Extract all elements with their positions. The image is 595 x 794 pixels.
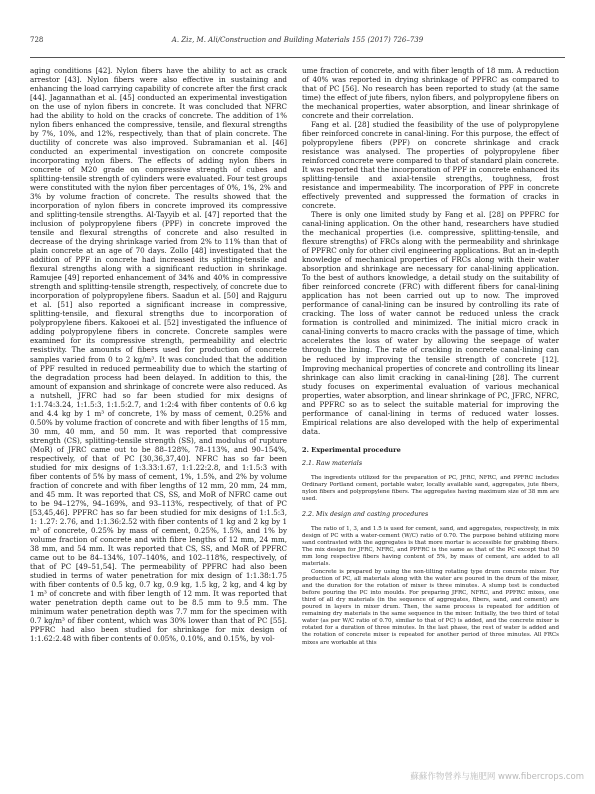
right-paragraph-3: There is only one limited study by Fang et al. [28] on PPFRC for canal-lining application. On the other hand, researchers have studied the mechanical properties (i.e. compressive, splitting-tensile, and flexure strengths) of FRCs along with the permeability and shrinkage of PPFRC only for other civil engineering applications. But an in-depth knowledge of mechanical properties of FRCs along with their water absorption and shrinkage are necessary for canal-lining application. To the best of authors knowledge, a detail study on the suitability of fiber reinforced concrete (FRC) with different fibers for canal-lining application has not been carried out up to now. The improved performance of canal-lining can be insured by controlling its rate of cracking. The loss of water cannot be reduced unless the crack formation is controlled and minimized. The initial micro crack in canal-lining converts to macro cracks with the passage of time, which accelerates the loss of water by allowing the seepage of water through the lining. The rate of cracking in concrete canal-lining can be reduced by improving the tensile strength of concrete [12]. Improving mechanical properties of concrete and controlling its linear shrinkage can also limit cracking in canal-lining [28]. The current study focuses on experimental evaluation of various mechanical properties, water absorption, and linear shrinkage of PC, JFRC, NFRC, and PPFRC so as to select the suitable material for improving the performance of canal-lining in terms of reduced water losses. Empirical relations are also developed with the help of experimental data. — [302, 210, 559, 436]
right-paragraph-1: ume fraction of concrete, and with fiber length of 18 mm. A reduction of 40% was reported in drying shrinkage of PPFRC as compared to that of PC [56]. No research has been reported to study (at the same time) the effect of jute fibers, nylon fibers, and polypropylene fibers on the mechanical properties, water absorption, and linear shrinkage of concrete and their correlation. — [302, 66, 559, 121]
journal-citation: A. Ziz, M. Ali/Construction and Building Materials 155 (2017) 726–739 — [171, 36, 424, 44]
mix-design-paragraph-2: Concrete is prepared by using the non-tilting rotating type drum concrete mixer. For production of PC, all materials along with the water are poured in the drum of the mixer, and the duration for the rotation of mixer is three minutes. A slump test is conducted before pouring the PC into moulds. For preparing JFRC, NFRC, and PPFRC mixes, one third of all dry materials (in the sequence of aggregates, fibers, sand, and cement) are poured in layers in mixer drum. Then, the same process is repeated for addition of remaining dry materials in the same sequence in the mixer. Initially, the two third of total water (as per W/C ratio of 0.70, similar to that of PC) is added, and the concrete mixer is rotated for a duration of three minutes. In the last phase, the rest of water is added and the rotation of concrete mixer is repeated for another period of three minutes. All FRCs mixes are workable at this — [302, 568, 559, 646]
right-paragraph-2: Fang et al. [28] studied the feasibility of the use of polypropylene fiber reinforced concrete in canal-lining. For this purpose, the effect of polypropylene fibers (PPF) on concrete shrinkage and crack resistance was analysed. The properties of polypropylene fiber reinforced concrete were compared to that of standard plain concrete. It was reported that the incorporation of PPF in concrete enhanced its splitting-tensile and axial-tensile strengths, toughness, frost resistance and impermeability. The incorporation of PPF in concrete effectively prevented and suppressed the formation of cracks in concrete. — [302, 120, 559, 211]
header-rule — [30, 57, 565, 58]
subsection-title-raw-materials: 2.1. Raw materials — [302, 459, 363, 467]
section-title-experimental: 2. Experimental procedure — [302, 445, 401, 454]
left-paragraph-1: aging conditions [42]. Nylon fibers have the ability to act as crack arrestor [43]. Nylon fibers were also effective in sustaining and enhancing the load carrying capability of concrete after the first crack [44]. Jagannathan et al. [45] conducted an experimental investigation on the use of nylon fibers in concrete. It was concluded that NFRC had the ability to hold on the cracks of concrete. The addition of 1% nylon fibers enhanced the compressive, tensile, and flexural strengths by 7%, 10%, and 12%, respectively, than that of plain concrete. The ductility of concrete was also improved. Subramanian et al. [46] conducted an experimental investigation on concrete composite incorporating nylon fibers. The effects of adding nylon fibers in concrete of M20 grade on compressive strength of cubes and splitting-tensile strength of cylinders were evaluated. Four test groups were constituted with the nylon fiber percentages of 0%, 1%, 2% and 3% by volume fraction of concrete. The results showed that the incorporation of nylon fibers in concrete improved its compressive and splitting-tensile strengths. Al-Tayyib et al. [47] reported that the inclusion of polypropylene fibers (PPF) in concrete improved the tensile and flexural strengths of concrete and also resulted in decrease of the drying shrinkage varied from 2% to 11% than that of plain concrete at an age of 70 days. Zollo [48] investigated that the addition of PPF in concrete had increased its splitting-tensile and flexural strengths along with a significant reduction in shrinkage. Ramujee [49] reported enhancement of 34% and 40% in compressive strength and splitting-tensile strength, respectively, of concrete due to incorporation of polypropylene fibers. Saadun et al. [50] and Rajguru et al. [51] also reported a significant increase in compressive, splitting-tensile, and flexural strengths due to incorporation of polypropylene fibers. Kakooei et al. [52] investigated the influence of adding polypropylene fibers in concrete. Concrete samples were examined for its compressive strength, permeability and electric resistivity. The amounts of fibers used for production of concrete samples varied from 0 to 2 kg/m³. It was concluded that the addition of PPF resulted in reduced permeability due to which the starting of the degradation process had been delayed. In addition to this, the amount of expansion and shrinkage of concrete were also reduced. As a nutshell, JFRC had so far been studied for mix designs of 1:1.74:3.24, 1:1.5:3, 1:1.5:2.7, and 1:2:4 with fiber contents of 0.6 kg and 4.4 kg by 1 m³ of concrete, 1% by mass of cement, 0.25% and 0.50% by volume fraction of concrete and with fiber lengths of 15 mm, 30 mm, 40 mm, and 50 mm. It was reported that compressive strength (CS), splitting-tensile strength (SS), and modulus of rupture (MoR) of JFRC came out to be 88–128%, 78–113%, and 90–154%, respectively, of that of PC [30,36,37,40]. NFRC has so far been studied for mix designs of 1:3.33:1.67, 1:1.22:2.8, and 1:1.5:3 with fiber contents of 5% by mass of cement, 1%, 1.5%, and 2% by volume fraction of concrete and with fiber lengths of 12 mm, 20 mm, 24 mm, and 45 mm. It was reported that CS, SS, and MoR of NFRC came out to be 94–127%, 94–169%, and 93–113%, respectively, of that of PC [53,45,46]. PPFRC has so far been studied for mix designs of 1:1.5:3, 1: 1.27: 2.76, and 1:1.36:2.52 with fiber contents of 1 kg and 2 kg by 1 m³ of concrete, 0.25% by mass of cement, 0.25%, 1.5%, and 1% by volume fraction of concrete and with fibre lengths of 12 mm, 24 mm, 38 mm, and 54 mm. It was reported that CS, SS, and MoR of PPFRC came out to be 84–134%, 107–140%, and 102–118%, respectively, of that of PC [49–51,54]. The permeability of PPFRC had also been studied in terms of water penetration for mix design of 1:1.38:1.75 with fiber contents of 0.5 kg, 0.7 kg, 0.9 kg, 1.5 kg, 2 kg, and 4 kg by 1 m³ of concrete and with fiber length of 12 mm. It was reported that water penetration depth came out to be 8.5 mm to 9.5 mm. The minimum water penetration depth was 7.7 mm for the specimen with 0.7 kg/m³ of fiber content, which was 30% lower than that of PC [55]. PPFRC had also been studied for shrinkage for mix design of 1:1.62:2.48 with fiber contents of 0.05%, 0.10%, and 0.15%, by vol- — [30, 66, 287, 643]
raw-materials-text: The ingredients utilized for the preparation of PC, JFRC, NFRC, and PPFRC includes Ordinary Portland cement, portable water, locally available sand, aggregates, jute fibers, nylon fibers and polypropylene fibers. The aggregates having maximum size of 38 mm are used. — [302, 474, 559, 502]
spacer — [302, 503, 559, 511]
left-column — [30, 66, 287, 766]
right-column — [302, 66, 559, 766]
page-number: 728 — [30, 36, 44, 44]
watermark: 蘇蘇作物營养与施肥网 www.fibercrops.com — [410, 772, 584, 782]
page-header — [30, 36, 565, 50]
mix-design-paragraph-1: The ratio of 1, 3, and 1.5 is used for cement, sand, and aggregates, respectively, in mix design of PC with a water-cement (W/C) ratio of 0.70. The purpose behind utilizing more sand contrasted with the aggregates is that more mortar is accessible for grabbing fibers. The mix design for JFRC, NFRC, and PPFRC is the same as that of the PC except that 50 mm long respective fibers having content of 5%, by mass of cement, are added to all materials. — [302, 526, 559, 568]
subsection-title-mix-design: 2.2. Mix design and casting procedures — [302, 511, 429, 519]
